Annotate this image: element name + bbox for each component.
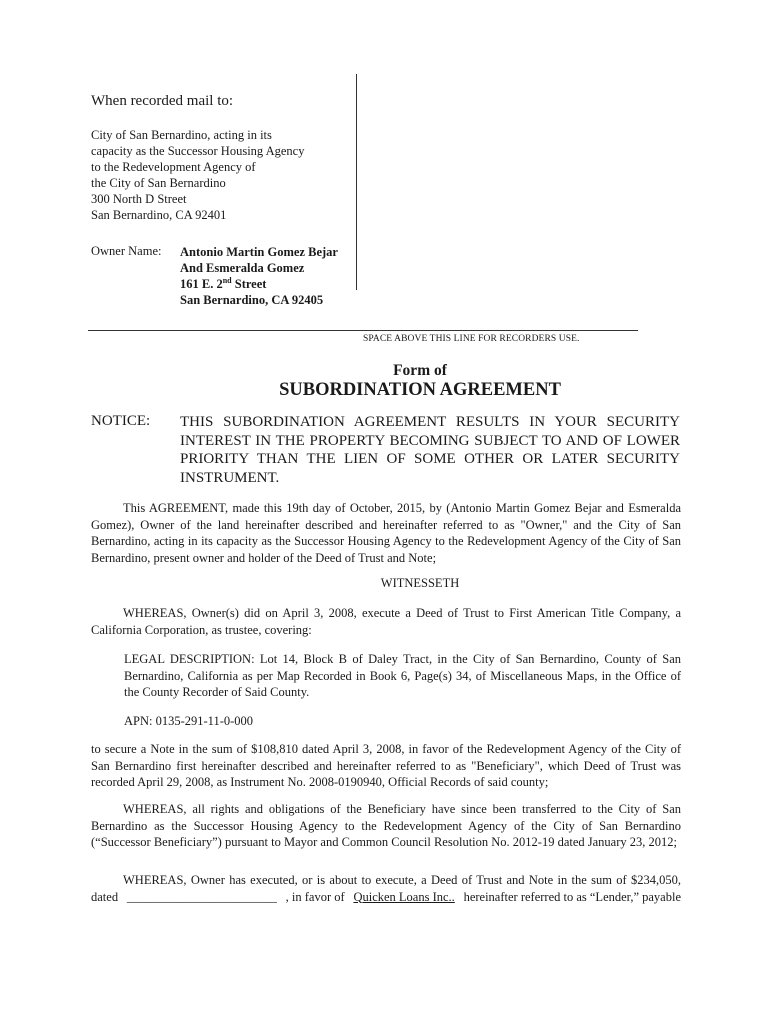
owner-street: 161 E. 2nd Street: [180, 275, 267, 291]
owner-name-line-1: Antonio Martin Gomez Bejar: [180, 245, 338, 259]
address-line: capacity as the Successor Housing Agency: [91, 144, 305, 158]
notice-label: NOTICE:: [91, 413, 151, 429]
recorded-mail-to-label: When recorded mail to:: [91, 93, 234, 109]
owner-name-line-2: And Esmeralda Gomez: [180, 261, 305, 275]
recorders-use-line: [88, 330, 638, 331]
apn-number: APN: 0135-291-11-0-000: [124, 714, 254, 728]
return-address: [91, 127, 304, 223]
agreement-paragraph: This AGREEMENT, made this 19th day of October, 2015, by (Antonio Martin Gomez Bejar and Esmeralda Gomez), Owner of the land hereinafter described and hereinafter referred to as "Owner," and the City of San Bernardino, acting in its capacity as the Successor Housing Agency to the Redevelopment Agency of the City of San Bernardino, present owner and holder of the Deed of Trust and Note;: [91, 501, 681, 565]
date-blank: ________________________: [126, 889, 277, 904]
owner-name-label: Owner Name:: [91, 244, 162, 258]
whereas-3-line-2: [91, 889, 681, 906]
whereas-paragraph-3: [91, 872, 681, 905]
address-line: 300 North D Street: [91, 192, 187, 206]
recorders-use-note: SPACE ABOVE THIS LINE FOR RECORDERS USE.: [363, 334, 580, 344]
recording-divider-vertical: [356, 74, 357, 290]
lender-name: Quicken Loans Inc..: [353, 889, 455, 904]
address-line: the City of San Bernardino: [91, 176, 226, 190]
in-favor-text: , in favor of: [285, 889, 345, 904]
dated-label: dated: [91, 889, 119, 904]
secure-note-paragraph: to secure a Note in the sum of $108,810 dated April 3, 2008, in favor of the Redevelopment Agency of the City of San Bernardino first hereinafter described and hereinafter referred to as "Beneficiary", which Deed of Trust was recorded April 29, 2008, as Instrument No. 2008-0190940, Official Records of said county;: [91, 742, 681, 789]
witnesseth-heading: WITNESSETH: [380, 576, 460, 590]
form-of-heading: Form of: [393, 362, 447, 379]
lender-referred-text: hereinafter referred to as “Lender,” payable: [463, 889, 681, 904]
address-line: San Bernardino, CA 92401: [91, 208, 227, 222]
whereas-paragraph-2: WHEREAS, all rights and obligations of the Beneficiary have since been transferred to the City of San Bernardino as the Successor Housing Agency to the Redevelopment Agency of the City of San Bernardino (“Successor Beneficiary”) pursuant to Mayor and Common Council Resolution No. 2012-19 dated January 23, 2012;: [91, 802, 681, 849]
document-title: SUBORDINATION AGREEMENT: [279, 380, 561, 400]
notice-text: THIS SUBORDINATION AGREEMENT RESULTS IN YOUR SECURITY INTEREST IN THE PROPERTY BECOMING SUBJECT TO AND OF LOWER PRIORITY THAN THE LIEN OF SOME OTHER OR LATER SECURITY INSTRUMENT.: [180, 414, 680, 486]
owner-city: San Bernardino, CA 92405: [180, 293, 324, 307]
whereas-3-line-1: WHEREAS, Owner has executed, or is about to execute, a Deed of Trust and Note in the sum of $234,050,: [123, 873, 681, 887]
legal-description: LEGAL DESCRIPTION: Lot 14, Block B of Daley Tract, in the City of San Bernardino, County of San Bernardino, California as per Map Recorded in Book 6, Page(s) 34, of Miscellaneous Maps, in the Office of the County Recorder of Said County.: [124, 652, 681, 699]
address-line: City of San Bernardino, acting in its: [91, 128, 272, 142]
address-line: to the Redevelopment Agency of: [91, 160, 256, 174]
owner-details: [180, 244, 338, 308]
whereas-paragraph-1: WHEREAS, Owner(s) did on April 3, 2008, execute a Deed of Trust to First American Title Company, a California Corporation, as trustee, covering:: [91, 606, 681, 637]
